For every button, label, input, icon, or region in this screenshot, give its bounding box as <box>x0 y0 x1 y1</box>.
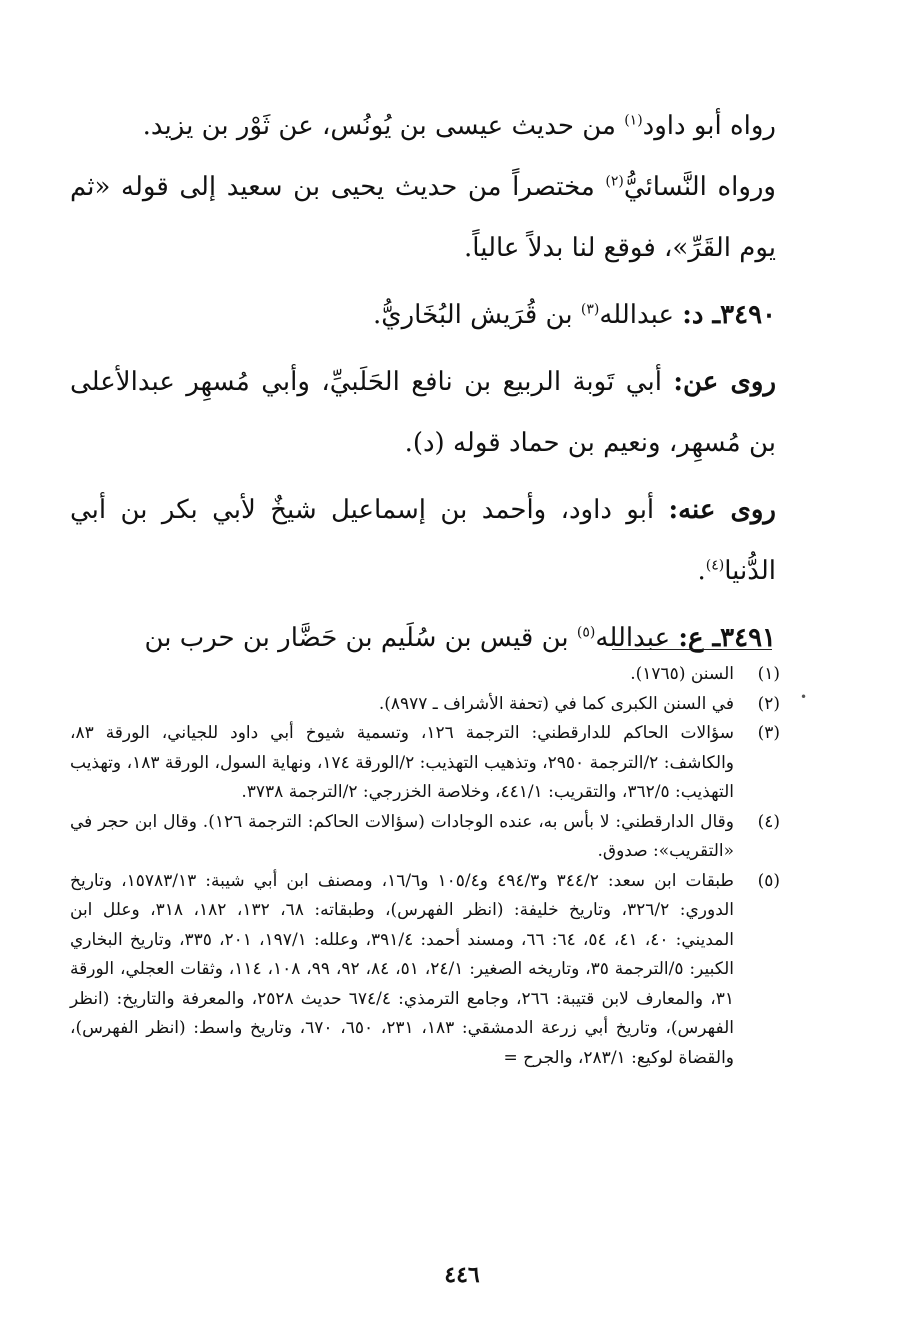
footnote-ref-5[interactable]: (٥) <box>576 624 596 641</box>
paragraph-nasai: ورواه النَّسائيُّ$^{(٢)}$ مختصراً من حديث يحيى بن سعيد إلى قوله «ثم يوم القَرِّ»، فوقع لنا بدلاً عالياً. <box>70 172 776 263</box>
footnote-number: (٤) <box>757 811 780 832</box>
narrated-by: روى عنه: أبو داود، وأحمد بن إسماعيل شيخٌ لأبي بكر بن أبي الدُّنيا$^{(٤)}$. <box>70 495 776 586</box>
footnote-text: وقال الدارقطني: لا بأس به، عنده الوجادات (سؤالات الحاكم: الترجمة ١٢٦). وقال ابن حجر في «التقريب»: صدوق. <box>70 811 734 861</box>
paragraph-abu-dawud: رواه أبو داود$^{(١)}$ من حديث عيسى بن يُونُس، عن ثَوْر بن يزيد. <box>142 111 776 141</box>
footnote-3 <box>70 719 780 808</box>
footnotes <box>70 660 780 1073</box>
footnote-text: السنن (١٧٦٥). <box>630 664 734 684</box>
footnote-ref-2[interactable]: (٢) <box>605 173 624 190</box>
footnote-text: في السنن الكبرى كما في (تحفة الأشراف ـ ٨٩٧٧). <box>378 693 734 714</box>
narrated-from: روى عن: أبي تَوبة الربيع بن نافع الحَلَبيِّ، وأبي مُسهِر عبدالأعلى بن مُسهِر، ونعيم بن حماد قوله (د). <box>70 367 776 458</box>
stray-mark: • <box>800 690 808 704</box>
footnote-number: (٢) <box>757 693 780 714</box>
footnote-ref-4[interactable]: (٤) <box>705 557 725 574</box>
entry-number: ٣٤٩٠ـ د: <box>682 300 776 330</box>
entry-3490: ٣٤٩٠ـ د: عبدالله$^{(٣)}$ بن قُرَيش البُخَاريُّ. <box>372 300 776 330</box>
footnote-2 <box>70 690 780 720</box>
narrated-from-label: روى عن: <box>673 367 776 397</box>
main-text <box>70 96 776 669</box>
footnote-1 <box>70 660 780 690</box>
entry-3491: ٣٤٩١ـ ع: عبدالله$^{(٥)}$ بن قيس بن سُلَيم بن حَضَّار بن حرب بن <box>144 623 776 653</box>
footnote-text: سؤالات الحاكم للدارقطني: الترجمة ١٢٦، وتسمية شيوخ أبي داود للجياني، الورقة ٨٣، والكاشف: ٢/الترجمة ٢٩٥٠، وتذهيب التهذيب: ٢/الورقة ١٧٤، ونهاية السول، الورقة ١٨٣، وتهذيب التهذيب: ٣٦٢/٥، والتقريب: ٤٤١/١، وخلاصة الخزرجي: ٢/الترجمة ٣٧٣٨. <box>70 723 735 802</box>
entry-name: عبدالله <box>599 300 683 330</box>
footnote-number: (١) <box>757 664 780 684</box>
footnote-text: طبقات ابن سعد: ٣٤٤/٢ و٤٩٤/٣ و١٠٥/٤ و١٦/٦، ومصنف ابن أبي شيبة: ١٥٧٨٣/١٣، وتاريخ الدوري: ٣٢٦/٢، وتاريخ خليفة: (انظر الفهرس)، وطبقاته: ٦٨، ١٣٢، ١٨٢، ٣١٨، وعلل ابن المديني: ٤٠، ٤١، ٥٤، ٦٤: ٦٦، ومسند أحمد: ٣٩١/٤، وعلله: ١٩٧/١، ٢٠١، ٣٣٥، وتاريخ البخاري الكبير: ٥/الترجمة ٣٥، وتاريخه الصغير: ٢٤/١، ٥١، ٨٤، ٩٢، ٩٩، ١٠٨، ١١٤، وثقات العجلي، الورقة ٣١، والمعارف لابن قتيبة: ٢٦٦، وجامع الترمذي: ٦٧٤/٤ حديث ٢٥٢٨، والمعرفة والتاريخ: (انظر الفهرس)، وتاريخ أبي زرعة الدمشقي: ١٨٣، ٢٣١، ٦٥٠، ٦٧٠، وتاريخ واسط: (انظر الفهرس)، والقضاة لوكيع: ٢٨٣/١، والجرح = <box>70 870 735 1068</box>
page-number: ٤٤٦ <box>444 1262 480 1288</box>
entry-number: ٣٤٩١ـ ع: <box>678 623 776 653</box>
footnote-5 <box>70 867 780 1074</box>
entry-name: عبدالله <box>595 623 679 653</box>
footnote-number: (٣) <box>757 723 780 743</box>
footnote-number: (٥) <box>757 870 780 891</box>
footnote-ref-1[interactable]: (١) <box>624 112 643 129</box>
footnote-4 <box>70 808 780 867</box>
footnote-ref-3[interactable]: (٣) <box>580 301 600 318</box>
narrated-by-label: روى عنه: <box>668 495 776 525</box>
footnote-divider <box>612 649 772 650</box>
